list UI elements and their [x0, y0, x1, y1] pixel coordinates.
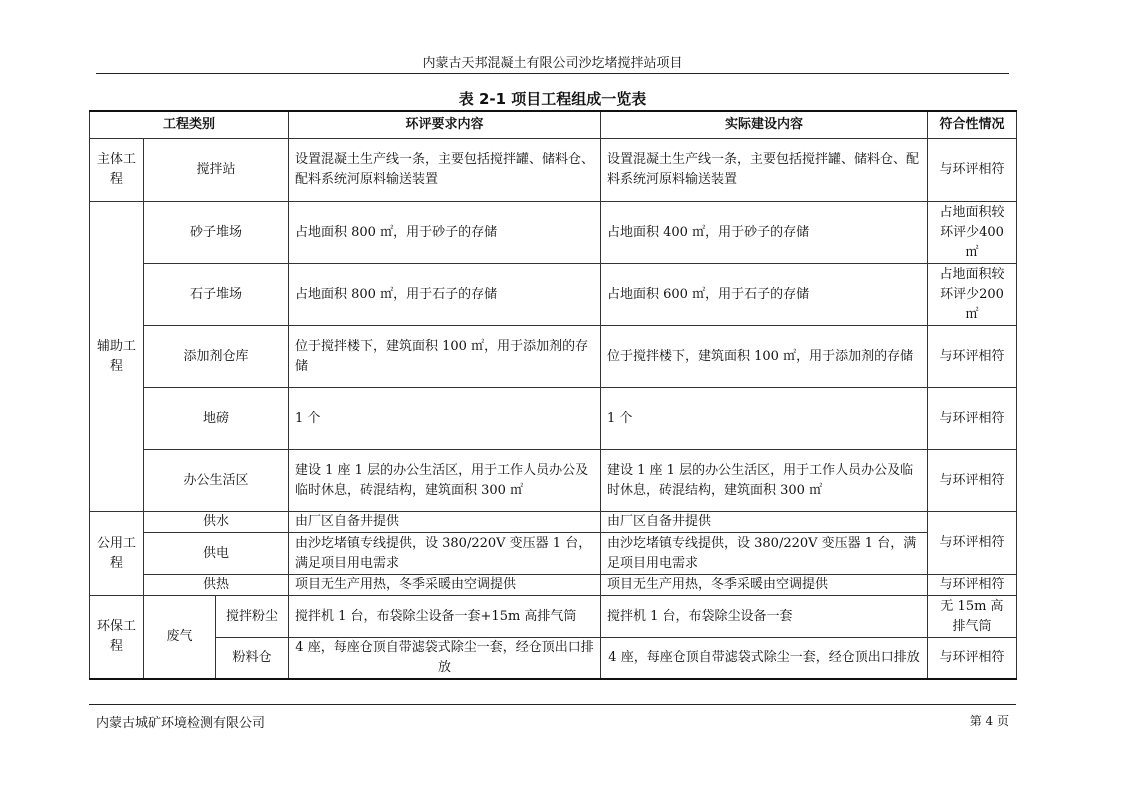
item-name: 搅拌站 — [144, 139, 289, 202]
item-name: 石子堆场 — [144, 264, 289, 326]
actual-cell: 由厂区自备井提供 — [601, 512, 928, 533]
actual-cell: 4 座，每座仓顶自带滤袋式除尘一套，经仓顶出口排放 — [601, 638, 928, 680]
col-header-compliance: 符合性情况 — [928, 111, 1017, 139]
group-aux: 辅助工程 — [90, 202, 144, 512]
required-cell: 位于搅拌楼下，建筑面积 100 ㎡，用于添加剂的存储 — [289, 326, 601, 388]
required-cell: 项目无生产用热，冬季采暖由空调提供 — [289, 575, 601, 596]
actual-cell: 建设 1 座 1 层的办公生活区，用于工作人员办公及临时休息，砖混结构，建筑面积 300 ㎡ — [601, 450, 928, 512]
footer-company: 内蒙古城矿环境检测有限公司 — [96, 716, 266, 731]
item-name: 砂子堆场 — [144, 202, 289, 264]
compliance-cell: 与环评相符 — [928, 512, 1017, 575]
table-row — [90, 139, 1017, 202]
table-row — [90, 326, 1017, 388]
item-name: 搅拌粉尘 — [216, 596, 289, 638]
table-row — [90, 264, 1017, 326]
actual-cell: 占地面积 600 ㎡，用于石子的存储 — [601, 264, 928, 326]
table-row — [90, 638, 1017, 680]
actual-cell: 由沙圪堵镇专线提供，设 380/220V 变压器 1 台，满足项目用电需求 — [601, 533, 928, 575]
required-cell: 4 座，每座仓顶自带滤袋式除尘一套，经仓顶出口排放 — [289, 638, 601, 680]
required-cell: 占地面积 800 ㎡，用于石子的存储 — [289, 264, 601, 326]
required-cell: 搅拌机 1 台，布袋除尘设备一套+15m 高排气筒 — [289, 596, 601, 638]
required-cell: 建设 1 座 1 层的办公生活区，用于工作人员办公及临时休息，砖混结构，建筑面积 300 ㎡ — [289, 450, 601, 512]
compliance-cell: 与环评相符 — [928, 139, 1017, 202]
item-name: 办公生活区 — [144, 450, 289, 512]
compliance-cell: 与环评相符 — [928, 638, 1017, 680]
actual-cell: 位于搅拌楼下，建筑面积 100 ㎡，用于添加剂的存储 — [601, 326, 928, 388]
group-env: 环保工程 — [90, 596, 144, 680]
table-header-row — [90, 111, 1017, 139]
actual-cell: 占地面积 400 ㎡，用于砂子的存储 — [601, 202, 928, 264]
required-cell: 由沙圪堵镇专线提供，设 380/220V 变压器 1 台，满足项目用电需求 — [289, 533, 601, 575]
table-row — [90, 388, 1017, 450]
item-name: 粉料仓 — [216, 638, 289, 680]
col-header-required: 环评要求内容 — [289, 111, 601, 139]
actual-cell: 设置混凝土生产线一条，主要包括搅拌罐、储料仓、配料系统河原料输送装置 — [601, 139, 928, 202]
table-row — [90, 533, 1017, 575]
footer-page-number: 第 4 页 — [969, 714, 1009, 728]
compliance-cell: 与环评相符 — [928, 575, 1017, 596]
document-header: 内蒙古天邦混凝土有限公司沙圪堵搅拌站项目 — [422, 56, 683, 71]
table-row — [90, 512, 1017, 533]
compliance-cell: 与环评相符 — [928, 388, 1017, 450]
table-row — [90, 450, 1017, 512]
actual-cell: 搅拌机 1 台，布袋除尘设备一套 — [601, 596, 928, 638]
footer-divider — [89, 704, 1016, 705]
required-cell: 由厂区自备井提供 — [289, 512, 601, 533]
compliance-cell: 占地面积较环评少200㎡ — [928, 264, 1017, 326]
header-divider — [96, 73, 1009, 74]
required-cell: 设置混凝土生产线一条，主要包括搅拌罐、储料仓、配料系统河原料输送装置 — [289, 139, 601, 202]
table-row — [90, 596, 1017, 638]
col-header-actual: 实际建设内容 — [601, 111, 928, 139]
project-composition-table — [89, 110, 1017, 680]
subgroup-waste-gas: 废气 — [144, 596, 216, 680]
compliance-cell: 占地面积较环评少400㎡ — [928, 202, 1017, 264]
item-name: 供电 — [144, 533, 289, 575]
item-name: 供水 — [144, 512, 289, 533]
table-row — [90, 202, 1017, 264]
item-name: 地磅 — [144, 388, 289, 450]
table-caption: 表 2-1 项目工程组成一览表 — [458, 90, 647, 108]
item-name: 供热 — [144, 575, 289, 596]
actual-cell: 1 个 — [601, 388, 928, 450]
compliance-cell: 与环评相符 — [928, 450, 1017, 512]
compliance-cell: 与环评相符 — [928, 326, 1017, 388]
table-row — [90, 575, 1017, 596]
group-main: 主体工程 — [90, 139, 144, 202]
actual-cell: 项目无生产用热，冬季采暖由空调提供 — [601, 575, 928, 596]
item-name: 添加剂仓库 — [144, 326, 289, 388]
compliance-cell: 无 15m 高排气筒 — [928, 596, 1017, 638]
required-cell: 占地面积 800 ㎡，用于砂子的存储 — [289, 202, 601, 264]
col-header-category: 工程类别 — [90, 111, 289, 139]
required-cell: 1 个 — [289, 388, 601, 450]
group-public: 公用工程 — [90, 512, 144, 596]
